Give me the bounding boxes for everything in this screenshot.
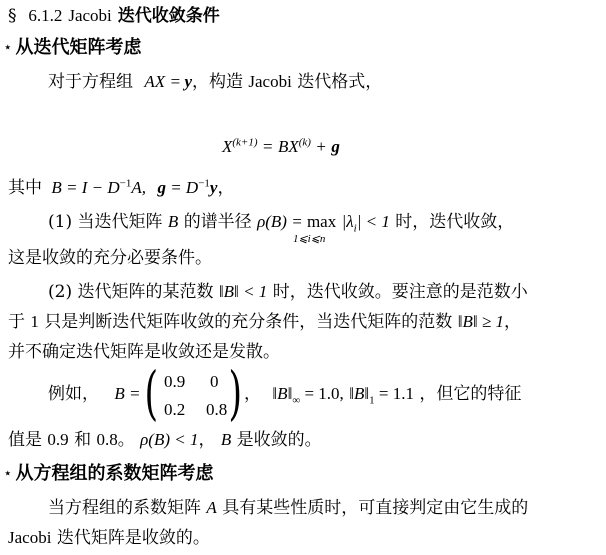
example-suffix: ，但它的特征 — [419, 384, 522, 404]
inverse-sup: −1 — [119, 177, 132, 190]
lambda: |λ — [341, 212, 354, 231]
matrix-cell-22: 0.8 — [206, 400, 228, 419]
eq-sup-k: (k) — [298, 136, 311, 149]
intro-prefix: 对于方程组 — [48, 72, 133, 92]
intro-jacobi: Jacobi — [248, 72, 292, 91]
display-equation — [222, 137, 340, 157]
eq-plus: + — [316, 137, 326, 156]
eigenvalue-2: 0.8 — [96, 430, 118, 449]
y-var: y — [209, 178, 218, 197]
heading1-text: 从迭代矩阵考虑 — [15, 37, 142, 58]
where-prefix: 其中 — [8, 178, 42, 198]
norm-lt: ‖B‖ < 1 — [218, 282, 268, 301]
g-definition: = D — [165, 178, 199, 197]
example-l2-c: ， — [198, 430, 216, 450]
heading-iteration-matrix — [4, 38, 142, 59]
para3-text-b: 具有某些性质时，可直接判定由它生成的 — [222, 498, 529, 518]
matrix-B — [144, 359, 243, 427]
intro-suffix1: ，构造 — [191, 72, 243, 92]
eq-sup-k1: (k+1) — [232, 136, 258, 149]
section-number: 6.1.2 — [28, 6, 63, 25]
norm-ge: ‖B‖ ≥ 1 — [457, 312, 504, 331]
A-var: A, — [131, 178, 147, 197]
para3-line1 — [48, 498, 528, 518]
norm-1-val: = 1.1 — [374, 384, 414, 403]
para1-text-b: 的谱半径 — [183, 212, 252, 232]
norm-inf-sub: ∞ — [292, 394, 301, 407]
para1-text-a: (1) 当迭代矩阵 — [48, 212, 163, 232]
left-paren: ( — [144, 359, 159, 427]
example-B2: B — [220, 430, 232, 449]
norm-inf: ‖B‖ — [272, 384, 293, 403]
matrix-cell-21: 0.2 — [164, 400, 186, 419]
norm-1-sub: 1 — [369, 394, 375, 407]
para1-line2 — [8, 248, 212, 268]
example-l2-d: 是收敛的。 — [236, 430, 322, 450]
section-symbol: § — [8, 6, 17, 26]
eq-X-lhs: X — [222, 137, 233, 156]
para3-text-a: 当方程组的系数矩阵 — [48, 498, 201, 518]
eq-lhs: AX — [144, 72, 166, 91]
intro-suffix2: 迭代格式， — [297, 72, 383, 92]
eq-rhs: y — [184, 72, 192, 91]
example-norms-line — [244, 384, 522, 407]
para2-line2-a: 于 — [8, 312, 25, 332]
example-comma: ， — [244, 384, 261, 404]
example-prefix-line — [48, 384, 141, 404]
heading-coefficient-matrix — [4, 464, 214, 485]
para2-text-a: (2) 迭代矩阵的某范数 — [48, 282, 214, 302]
matrix-cell-11: 0.9 — [164, 372, 186, 391]
example-B-eq: B = — [114, 384, 141, 403]
eq-g: g — [331, 137, 340, 156]
example-and: 和 — [74, 430, 92, 450]
max-operator — [292, 212, 337, 245]
para1-B: B — [167, 212, 179, 231]
para2-line3-text: 并不确定迭代矩阵是收敛还是发散。 — [8, 342, 280, 362]
star-icon: ⋆ — [4, 40, 12, 54]
para3-jacobi: Jacobi — [8, 528, 52, 547]
intro-line: 对于方程组 AX = y，构造 Jacobi 迭代格式， — [48, 72, 383, 92]
where-line — [8, 178, 234, 198]
para3-line2-text: 迭代矩阵是收敛的。 — [56, 528, 210, 548]
inverse-sup-2: −1 — [198, 177, 210, 190]
para3-line2 — [8, 528, 210, 548]
para2-line2-b: 只是判断迭代矩阵收敛的充分条件，当迭代矩阵的范数 — [44, 312, 453, 332]
B-definition: B = I − D — [51, 178, 120, 197]
eq-X: X — [288, 137, 299, 156]
eq-equals: = — [262, 137, 273, 156]
section-title-latin: Jacobi — [68, 6, 112, 25]
norm-1: ‖B‖ — [349, 384, 370, 403]
norm-inf-val: = 1.0, — [300, 384, 344, 403]
eq-B: B — [277, 137, 289, 156]
heading2-text: 从方程组的系数矩阵考虑 — [15, 463, 214, 484]
para2-line1 — [48, 282, 528, 302]
rho-lt: ρ(B) < 1 — [140, 430, 199, 449]
g-var: g — [157, 178, 166, 197]
para1-text-c: 时，迭代收敛， — [395, 212, 515, 232]
max-subscript: 1⩽i⩽n — [292, 233, 326, 245]
para2-line2 — [8, 312, 521, 332]
where-comma: ， — [217, 178, 235, 198]
lambda-sub: i — [353, 222, 357, 235]
spectral-radius: ρ(B) = — [257, 212, 307, 231]
example-prefix: 例如， — [48, 384, 99, 404]
lambda-end: | < 1 — [356, 212, 390, 231]
para2-line2-c: ， — [503, 312, 521, 332]
para1-line2-text: 这是收敛的充分必要条件。 — [8, 248, 212, 268]
example-l2-a: 值是 — [8, 430, 42, 450]
eigenvalue-1: 0.9 — [47, 430, 69, 449]
para2-text-b: 时，迭代收敛。要注意的是范数小 — [272, 282, 528, 302]
example-line2 — [8, 430, 322, 450]
para2-one: 1 — [30, 312, 39, 331]
para1-line1 — [48, 212, 515, 245]
star-icon: ⋆ — [4, 466, 12, 480]
right-paren: ) — [228, 359, 243, 427]
max-label: max — [306, 212, 337, 231]
matrix-cell-12: 0 — [210, 372, 219, 391]
para3-A: A — [206, 498, 217, 517]
example-l2-b: 。 — [117, 430, 135, 450]
section-title — [8, 6, 220, 26]
section-title-cn: 迭代收敛条件 — [117, 6, 220, 26]
